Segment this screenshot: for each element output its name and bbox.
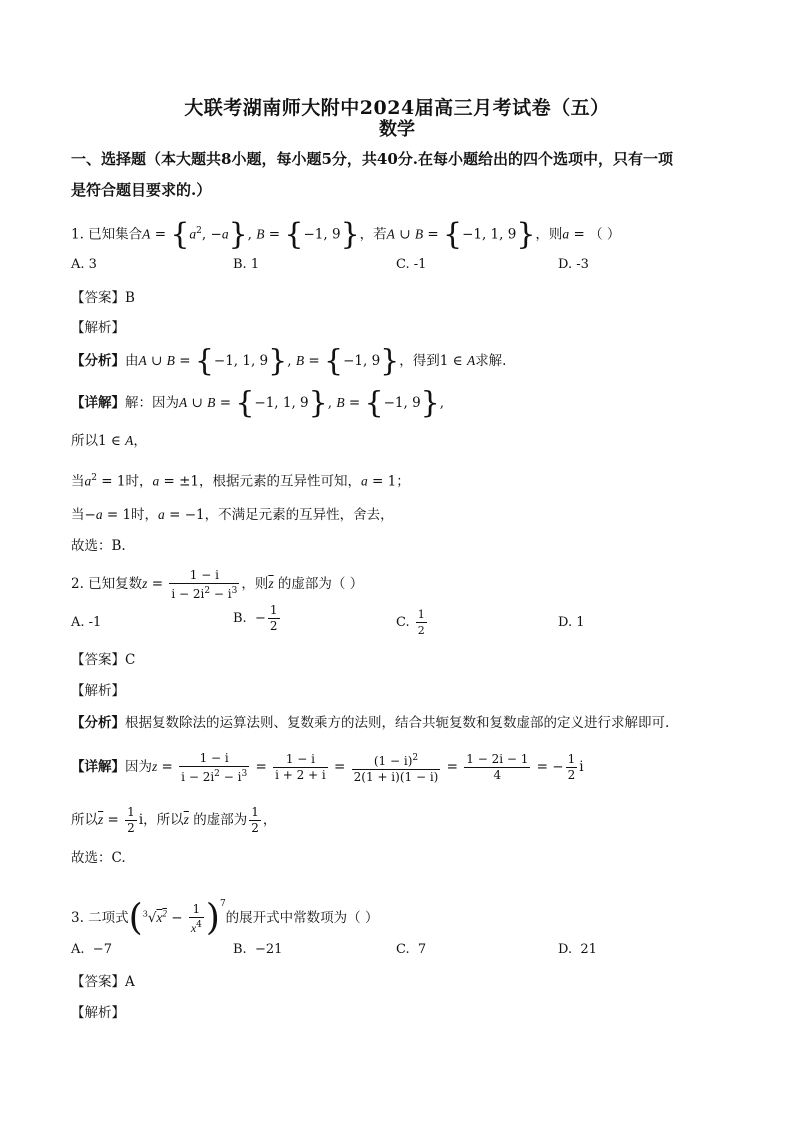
- section-heading-line2: 是符合题目要求的.）: [71, 181, 212, 199]
- q3-option-a: A. −7: [71, 942, 112, 957]
- q1-analysis: 【分析】由A ∪ B = {−1, 1, 9}, B = {−1, 9}，得到1 ∈ A求解.: [71, 343, 507, 379]
- q3-stem: 3. 二项式($^3√x^2$ − $\frac{1}{x^4}$ )$^7$的展开式中常数项为（ ）: [71, 897, 379, 939]
- q1-stem: 1. 已知集合$A = \{a^2$, −a}, B = {−1, 9}，若A ∪ B = {−1, 1, 9}，则a = （ ）: [71, 217, 621, 252]
- q1-detail-line4: 当−a = 1时，a = −1，不满足元素的互异性，舍去，: [71, 507, 394, 523]
- q2-detail: 【详解】因为z = $\frac{1 - i}{i - 2i^2 - i^3}$ = $\frac{1 - i}{i + 2 + i}$ = $\frac{(1 - i)^2}{2(1 + i)(1 - i)}$ = $\frac{1 - 2i - 1}{4}$ = − $\frac{1}{2}$ i: [71, 750, 584, 784]
- q3-option-d: D. 21: [558, 942, 597, 957]
- q2-analysis: 【分析】根据复数除法的运算法则、复数乘方的法则，结合共轭复数和复数虚部的定义进行求解即可.: [71, 715, 670, 731]
- q1-answer: 【答案】B: [71, 290, 135, 306]
- q1-jiexi: 【解析】: [71, 320, 125, 336]
- q3-option-b: B. −21: [233, 942, 283, 957]
- q2-answer: 【答案】C: [71, 652, 136, 668]
- q1-detail-line2: 所以1 ∈ A，: [71, 433, 147, 449]
- q2-stem: 2. 已知复数z = $\frac{1 - i}{i - 2i^2 - i^3}$ ，则$\overline{z}$ 的虚部为（ ）: [71, 567, 364, 601]
- q3-answer: 【答案】A: [71, 974, 135, 990]
- q3-option-c: C. 7: [396, 942, 427, 957]
- q2-detail-line2: 所以$\overline{z}$ = $\frac{1}{2}$ i，所以$\overline{z}$ 的虚部为 $\frac{1}{2}$ ，: [71, 805, 277, 835]
- q3-jiexi: 【解析】: [71, 1005, 125, 1021]
- q2-choice: 故选：C.: [71, 850, 126, 866]
- q2-option-a: A. -1: [71, 615, 102, 630]
- page-title: 大联考湖南师大附中2024届高三月考试卷（五）: [184, 97, 610, 119]
- q1-option-b: B. 1: [233, 257, 260, 272]
- q1-detail-line3: 当$a^2 = 1$时，a = ±1，根据元素的互异性可知，a = 1；: [71, 473, 410, 490]
- subject-title: 数学: [379, 119, 415, 140]
- q1-option-a: A. 3: [71, 257, 97, 272]
- q1-detail: 【详解】解：因为A ∪ B = {−1, 1, 9}, B = {−1, 9},: [71, 385, 445, 421]
- q1-option-d: D. -3: [558, 257, 589, 272]
- q2-option-c: C. $\frac{1}{2}$: [396, 608, 425, 637]
- q1-choice: 故选：B.: [71, 538, 126, 554]
- q2-option-d: D. 1: [558, 615, 585, 630]
- q2-jiexi: 【解析】: [71, 683, 125, 699]
- q2-option-b: B. − $\frac{1}{2}$: [233, 603, 278, 633]
- q1-option-c: C. -1: [396, 257, 427, 272]
- section-heading-line1: 一、选择题（本大题共8小题，每小题5分，共40分.在每小题给出的四个选项中，只有一项: [71, 150, 673, 168]
